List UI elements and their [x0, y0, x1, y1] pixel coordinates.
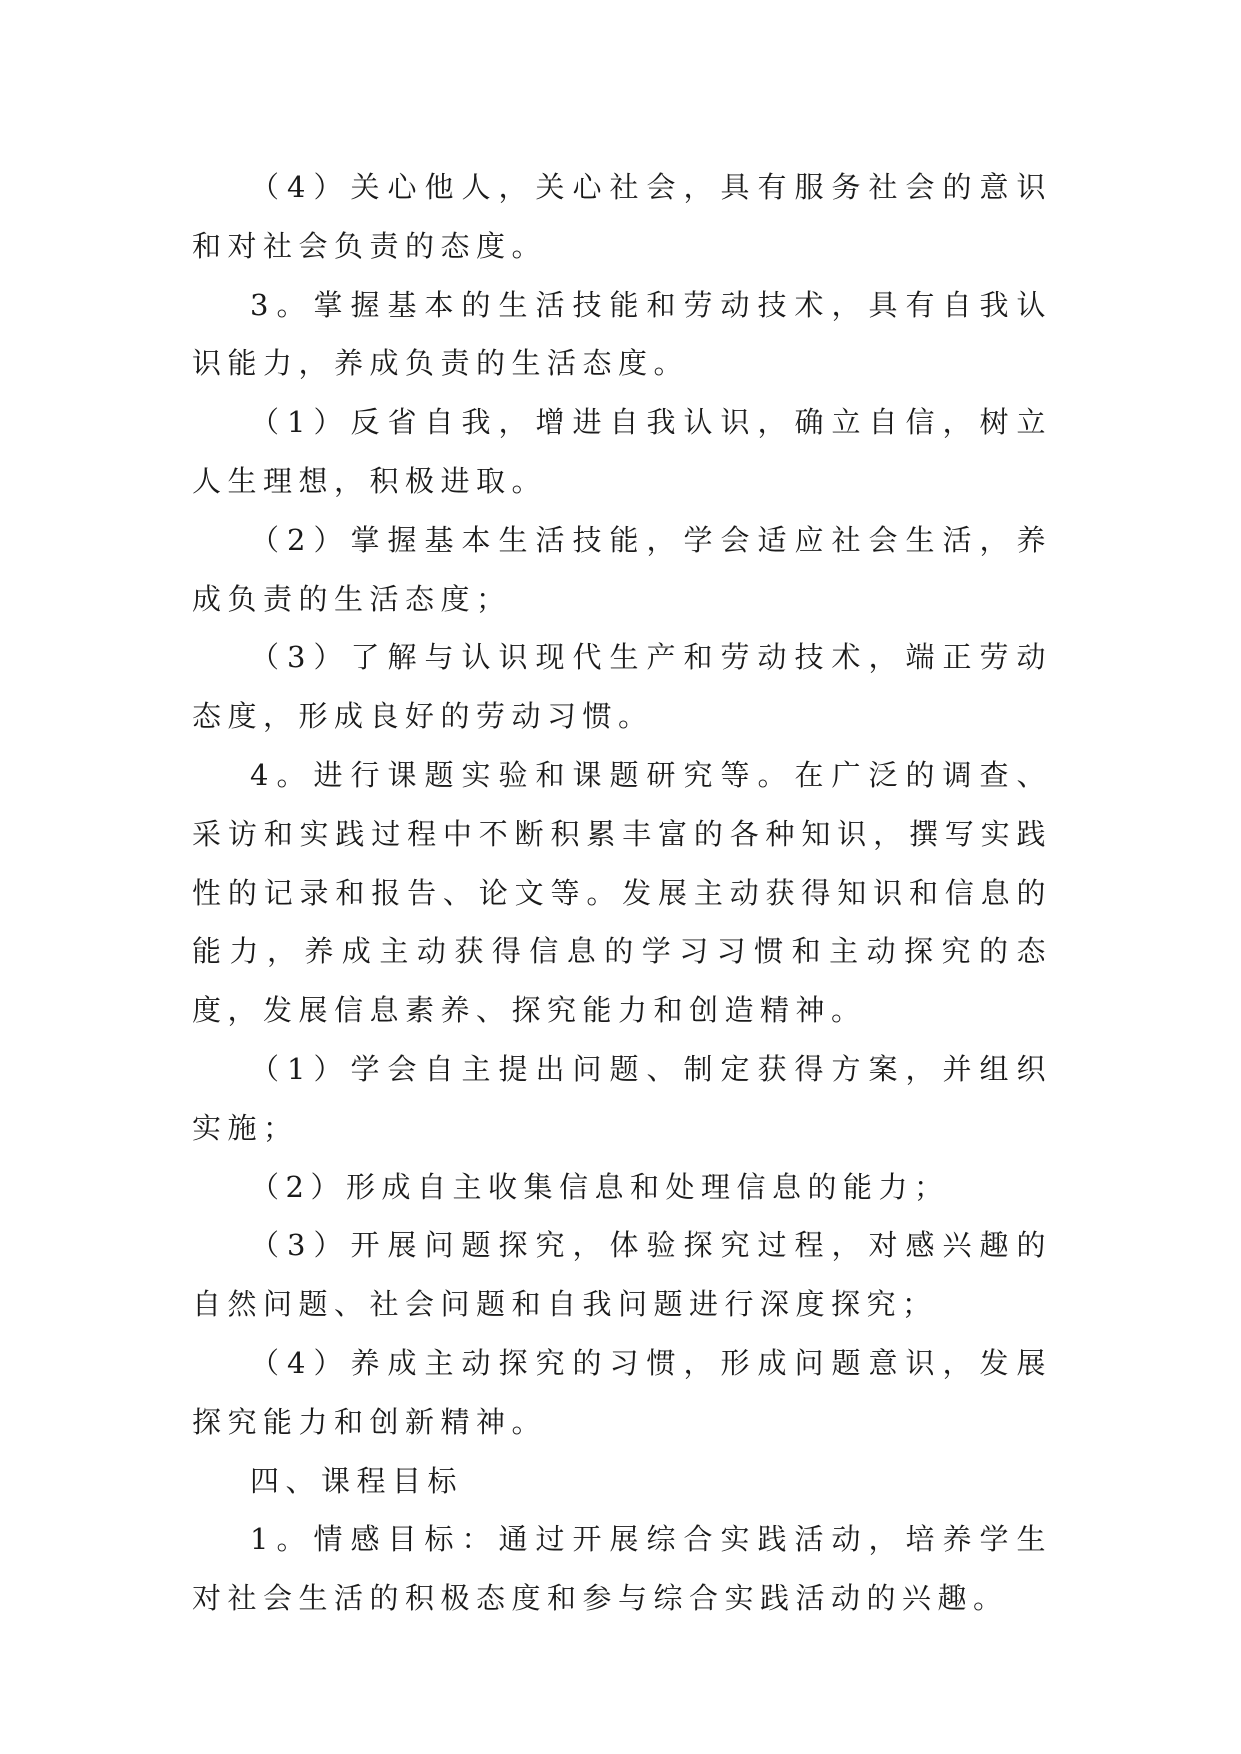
paragraph: （2）形成自主收集信息和处理信息的能力； — [250, 1169, 950, 1204]
paragraph: （3）了解与认识现代生产和劳动技术，端正劳动态度，形成良好的劳动习惯。 — [192, 640, 1052, 734]
paragraph: 4。进行课题实验和课题研究等。在广泛的调查、采访和实践过程中不断积累丰富的各种知识，撰写实践性的记录和报告、论文等。发展主动获得知识和信息的能力，养成主动获得信息的学习习惯和主动探究的态度，发展信息素养、探究能力和创造精神。 — [192, 757, 1052, 1028]
paragraph: （1）学会自主提出问题、制定获得方案，并组织实施； — [192, 1051, 1052, 1145]
paragraph: （3）开展问题探究，体验探究过程，对感兴趣的自然问题、社会问题和自我问题进行深度探究； — [192, 1228, 1052, 1322]
document-body — [192, 158, 1052, 1628]
paragraph: （4）养成主动探究的习惯，形成问题意识，发展探究能力和创新精神。 — [192, 1345, 1052, 1439]
paragraph: 1。情感目标：通过开展综合实践活动，培养学生对社会生活的积极态度和参与综合实践活动的兴趣。 — [192, 1522, 1052, 1616]
paragraph: 3。掌握基本的生活技能和劳动技术，具有自我认识能力，养成负责的生活态度。 — [192, 287, 1052, 381]
paragraph: （4）关心他人，关心社会，具有服务社会的意识和对社会负责的态度。 — [192, 170, 1052, 263]
paragraph: （1）反省自我，增进自我认识，确立自信，树立人生理想，积极进取。 — [192, 405, 1052, 498]
paragraph: （2）掌握基本生活技能，学会适应社会生活，养成负责的生活态度； — [192, 522, 1052, 616]
section-heading: 四、课程目标 — [250, 1463, 464, 1498]
